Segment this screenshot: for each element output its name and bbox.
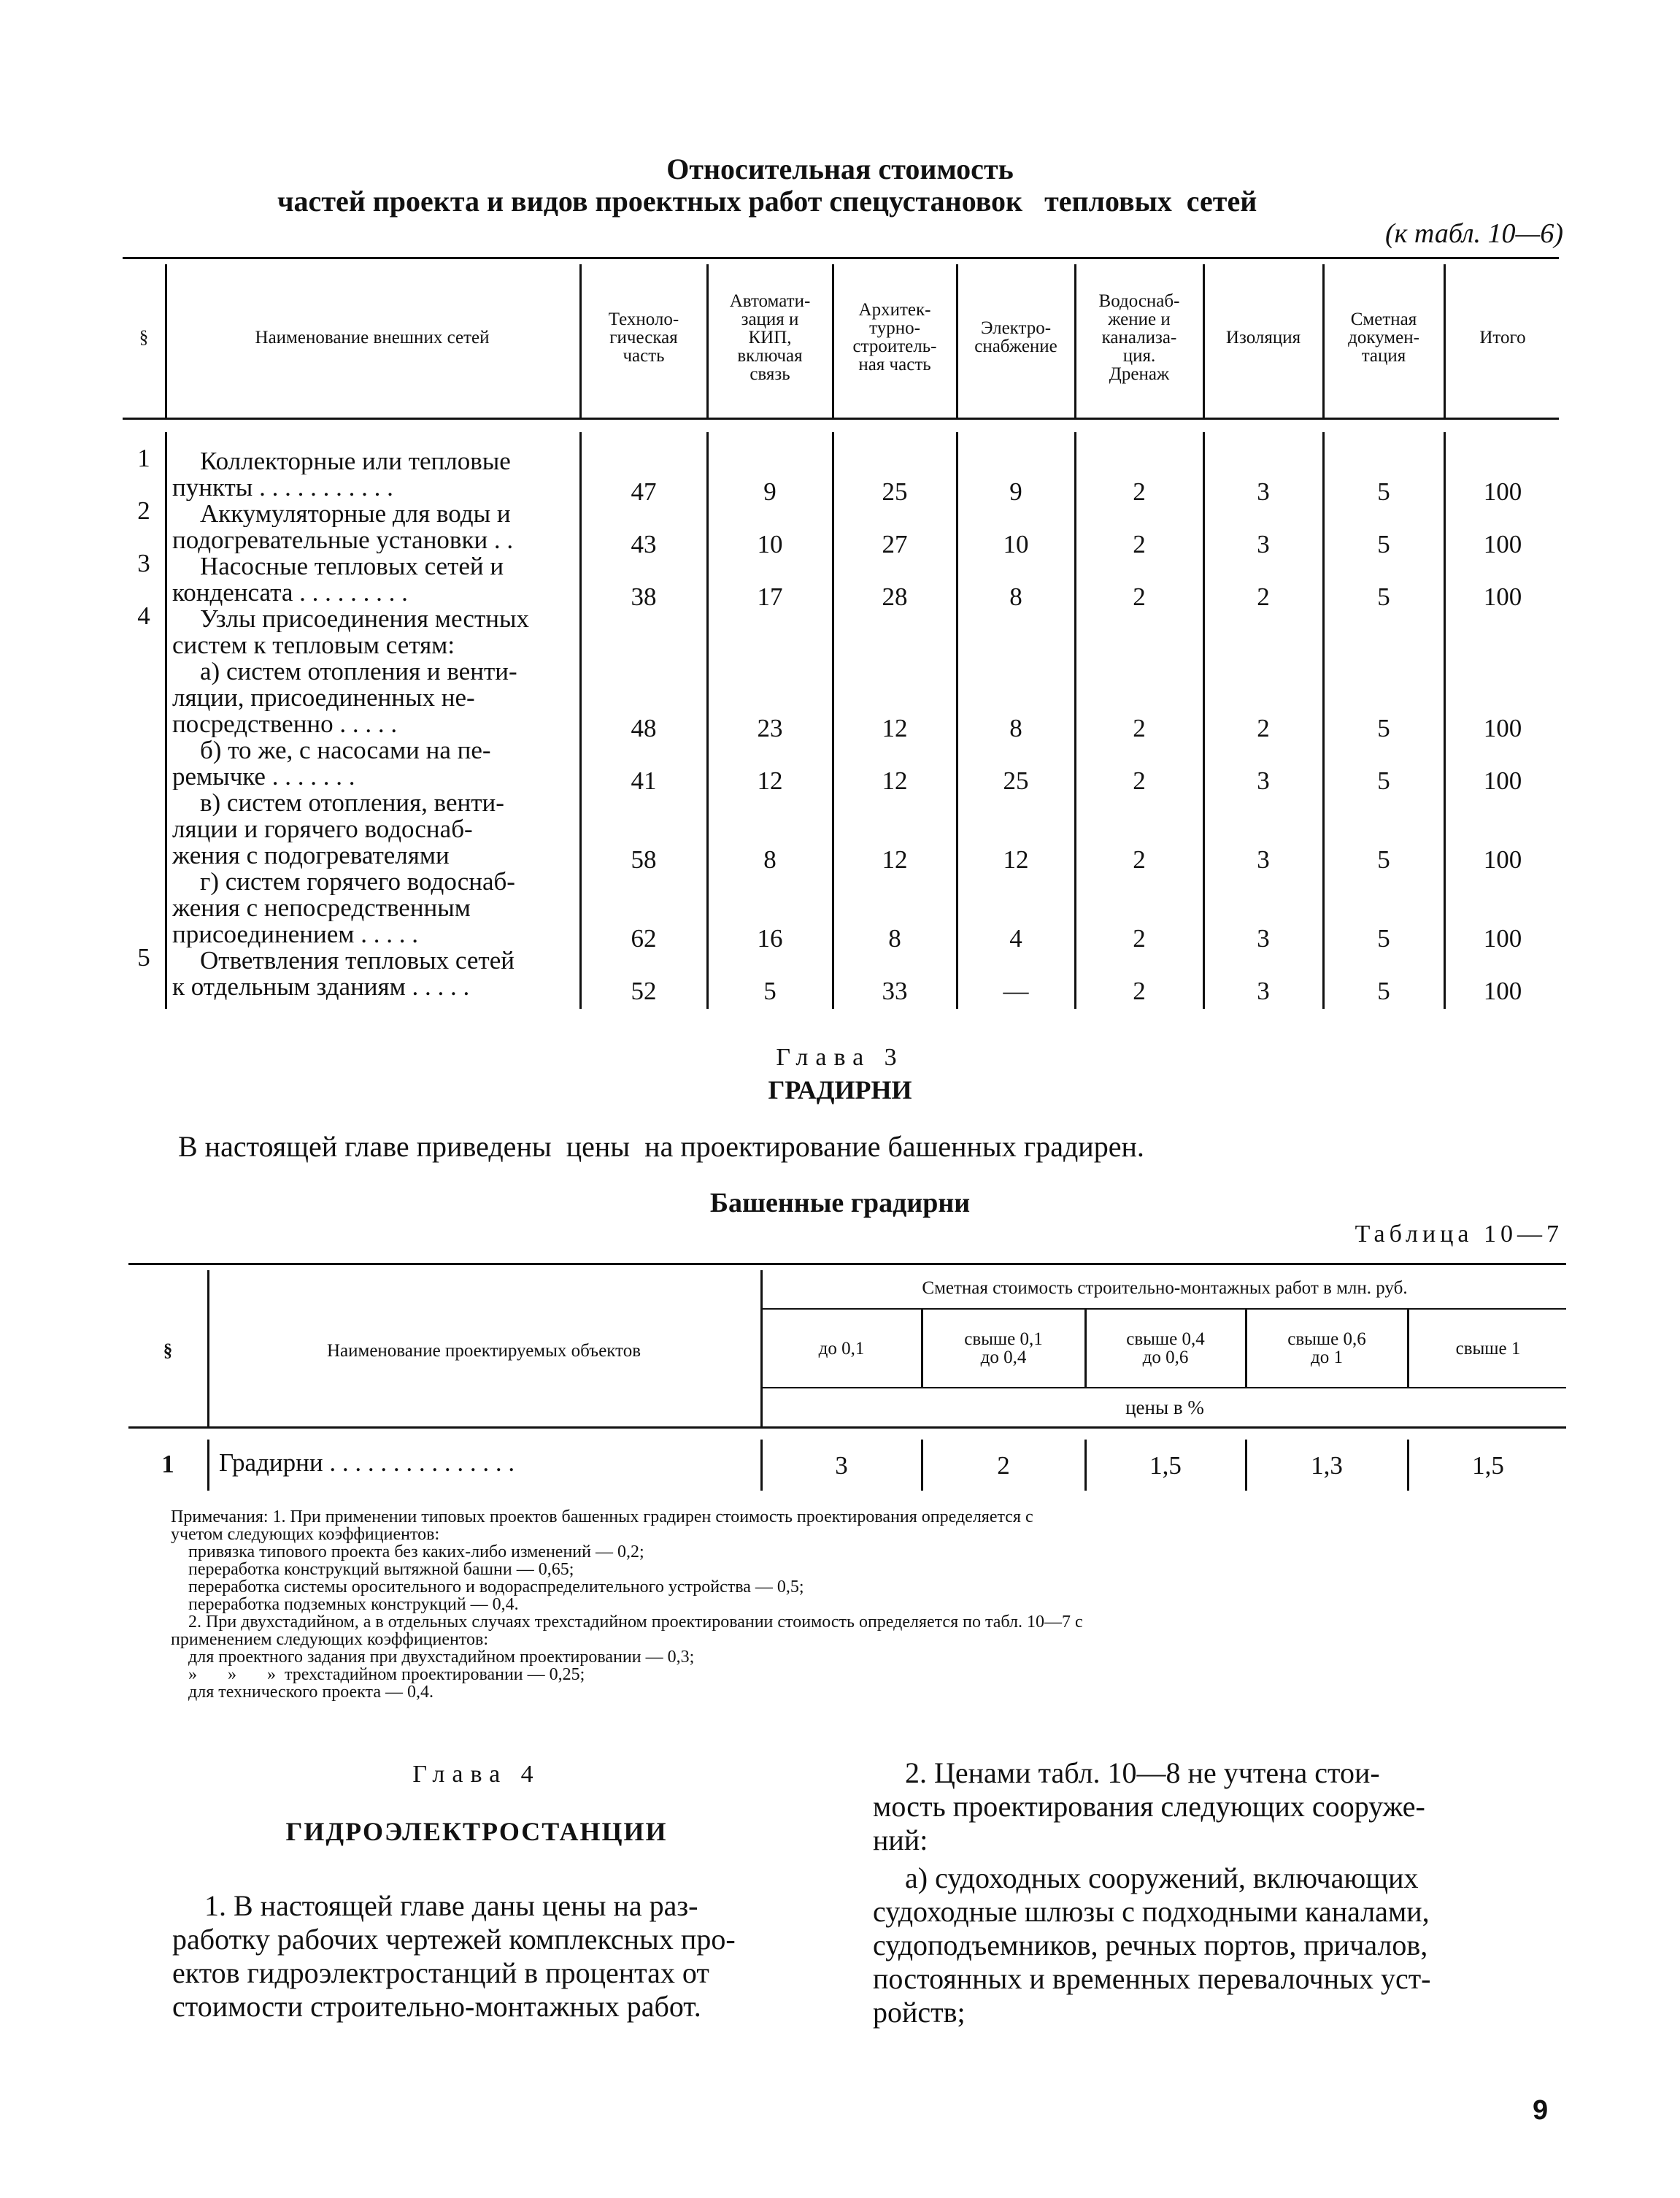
table1-vline (706, 264, 709, 418)
table1-cell: 2 (1133, 714, 1146, 742)
table1-cell: 100 (1483, 766, 1522, 795)
table1-subtitle: частей проекта и видов проектных работ спецустановок тепловых сетей (277, 185, 1257, 218)
chapter4-title: ГИДРОЭЛЕКТРОСТАНЦИИ (285, 1817, 668, 1846)
table1-head-line: Дренаж (1109, 364, 1170, 384)
table1-cell: 8 (888, 924, 901, 953)
table1-header-rule (123, 418, 1559, 420)
table1-cell: 62 (631, 924, 657, 953)
table1-cell: 9 (763, 477, 777, 506)
table2-vline (760, 1440, 763, 1491)
paragraph-line: стоимости строительно-монтажных работ. (172, 1990, 701, 2023)
table2-head-line: до 0,4 (980, 1348, 1027, 1367)
table1-row-name (172, 869, 578, 948)
table1-head-total (1446, 328, 1559, 347)
table1-cell: 2 (1133, 977, 1146, 1005)
table1-cell: 100 (1483, 924, 1522, 953)
table1-vline (1203, 432, 1205, 1009)
table2-head-line: до 0,1 (818, 1338, 865, 1359)
table2-row-val: 1,5 (1472, 1451, 1504, 1480)
table1-vline (1444, 432, 1446, 1009)
table2-row-name: Градирни . . . . . . . . . . . . . . . (219, 1448, 515, 1477)
table1-head-line: зация и (741, 309, 799, 329)
note-line: 2. При двухстадийном, а в отдельных случаях трехстадийном проектировании стоимость определяется по табл. 10—7 с (171, 1613, 1083, 1632)
table1-cell: 100 (1483, 530, 1522, 558)
table1-ref: (к табл. 10—6) (1384, 218, 1563, 249)
table1-row-name-line: Насосные тепловых сетей и (200, 553, 504, 580)
note-line: » » » трехстадийном проектировании — 0,25; (171, 1665, 585, 1684)
table2-vline (1084, 1440, 1087, 1491)
table1-row-name-line: ляции, присоединенных не- (172, 685, 475, 711)
table1-head-tech (582, 310, 705, 365)
table1-cell: 10 (757, 530, 783, 558)
table2-head-group: Сметная стоимость строительно-монтажных работ в млн. руб. (922, 1278, 1408, 1298)
table1-head-line: Водоснаб- (1098, 291, 1180, 311)
table1-cell: 5 (1377, 477, 1390, 506)
table1-cell: 3 (1257, 530, 1270, 558)
table1-head-line: ция. (1122, 345, 1156, 366)
note-line: для проектного задания при двухстадийном проектировании — 0,3; (171, 1648, 695, 1667)
table2-head-col1 (763, 1340, 920, 1358)
table2-row-n: 1 (161, 1450, 174, 1478)
table2-head-col2 (924, 1330, 1083, 1367)
table2-head-line: свыше 0,6 (1287, 1329, 1366, 1349)
table2-row-val: 1,5 (1149, 1451, 1182, 1480)
table1-head-line: Изоляция (1225, 327, 1301, 347)
table2-vline (207, 1270, 209, 1426)
table1-cell: 100 (1483, 977, 1522, 1005)
table1-row-name-line: Ответвления тепловых сетей (200, 948, 515, 974)
table2-vline (921, 1440, 923, 1491)
table1-head-water (1077, 292, 1201, 383)
table1 (123, 257, 1559, 1009)
table1-row-name (172, 606, 578, 658)
table1-head-line: турно- (869, 318, 920, 338)
table2-group-rule (760, 1308, 1566, 1310)
table1-vline (956, 264, 958, 418)
table1-row-name (172, 737, 578, 790)
paragraph-line: работку рабочих чертежей комплексных про- (172, 1923, 736, 1956)
table1-cell: 2 (1257, 714, 1270, 742)
note-line: Примечания: 1. При применении типовых проектов башенных градирен стоимость проектирования определяется с (171, 1507, 1033, 1526)
table1-head-line: гическая (609, 327, 678, 347)
table2-row-val: 1,3 (1311, 1451, 1343, 1480)
table2-vline (1407, 1440, 1409, 1491)
table1-cell: 2 (1133, 583, 1146, 611)
table1-cell: 3 (1257, 766, 1270, 795)
table1-row-name-line: ляции и горячего водоснаб- (172, 816, 473, 842)
table1-vline (1444, 264, 1446, 418)
table2-vline (921, 1310, 923, 1387)
chapter4-label: Глава 4 (412, 1761, 541, 1788)
table1-head-estimate (1325, 310, 1442, 365)
table1-head-line: КИП, (748, 327, 792, 347)
table1-head-line: включая (737, 345, 803, 366)
table1-cell: 8 (1009, 714, 1022, 742)
table1-head-line: жение и (1108, 309, 1171, 329)
table1-cell: 5 (1377, 845, 1390, 874)
table1-row-name (172, 948, 578, 1000)
table2-head-line: до 1 (1311, 1348, 1343, 1367)
table1-cell: 48 (631, 714, 657, 742)
table1-cell: 5 (1377, 714, 1390, 742)
table1-cell: 3 (1257, 845, 1270, 874)
table1-row-name-line: Аккумуляторные для воды и (200, 501, 511, 527)
table2-head-col3 (1087, 1330, 1244, 1367)
table1-cell: 5 (1377, 583, 1390, 611)
table1-cell: 43 (631, 530, 657, 558)
table1-vline (1322, 432, 1325, 1009)
table1-vline (165, 264, 167, 418)
table1-vline (832, 432, 834, 1009)
table2-head-name: Наименование проектируемых объектов (326, 1341, 641, 1361)
table1-row-name-line: посредственно . . . . . (172, 711, 398, 737)
table2 (128, 1263, 1566, 1496)
table1-vline (579, 264, 582, 418)
table1-row-name-line: жения с непосредственным (172, 895, 471, 921)
table1-cell: 2 (1257, 583, 1270, 611)
table1-vline (956, 432, 958, 1009)
table1-row-number: 1 (137, 444, 150, 472)
chapter4-paragraph-2 (873, 1756, 1573, 1857)
table1-head-line: снабжение (974, 337, 1057, 356)
table1-head-line: Автомати- (729, 291, 811, 311)
note-line: учетом следующих коэффициентов: (171, 1525, 440, 1544)
table1-head-line: Итого (1479, 327, 1526, 347)
table1-cell: 5 (763, 977, 777, 1005)
chapter3-title: ГРАДИРНИ (768, 1075, 912, 1104)
table1-cell: 27 (882, 530, 908, 558)
table1-head-line: часть (623, 345, 665, 366)
table2-vline (1245, 1440, 1247, 1491)
table1-head-line: Сметная (1350, 309, 1417, 329)
table1-cell: 52 (631, 977, 657, 1005)
table1-top-rule (123, 257, 1559, 259)
table1-head-line: Электро- (980, 318, 1052, 338)
table1-cell: 12 (882, 845, 908, 874)
table1-row-name-line: присоединением . . . . . (172, 921, 418, 948)
chapter3-intro: В настоящей главе приведены цены на проектирование башенных градирен. (178, 1130, 1144, 1163)
table1-row-name-line: а) систем отопления и венти- (200, 658, 517, 685)
chapter4-paragraph-3 (873, 1861, 1573, 2029)
table1-cell: 12 (882, 714, 908, 742)
note-line: привязка типового проекта без каких-либо изменений — 0,2; (171, 1542, 644, 1561)
table1-cell: 12 (1003, 845, 1029, 874)
table1-cell: 47 (631, 477, 657, 506)
chapter3-label: Глава 3 (776, 1044, 904, 1071)
table1-cell: 12 (757, 766, 783, 795)
table1-cell: 17 (757, 583, 783, 611)
table1-vline (1322, 264, 1325, 418)
table1-cell: 25 (882, 477, 908, 506)
table2-vline (1084, 1310, 1087, 1387)
table1-cell: 41 (631, 766, 657, 795)
table2-vline (1407, 1310, 1409, 1387)
table1-cell: 2 (1133, 845, 1146, 874)
note-line: для технического проекта — 0,4. (171, 1683, 434, 1702)
table2-row-val: 2 (997, 1451, 1010, 1480)
table1-cell: 3 (1257, 477, 1270, 506)
table1-row-name (172, 448, 578, 501)
table2-head-n: § (163, 1341, 173, 1361)
table1-row-name-line: подогревательные установки . . (172, 527, 514, 553)
table1-vline (706, 432, 709, 1009)
table2-header-rule (128, 1426, 1566, 1429)
table2-head-prices: цены в % (1125, 1396, 1204, 1418)
paragraph-line: 1. В настоящей главе даны цены на раз- (204, 1889, 698, 1922)
table1-head-line: докумен- (1348, 327, 1419, 347)
table1-cell: 100 (1483, 583, 1522, 611)
note-line: переработка системы оросительного и водораспределительного устройства — 0,5; (171, 1578, 804, 1596)
table2-head-line: до 0,6 (1142, 1348, 1189, 1367)
table1-cell: 2 (1133, 477, 1146, 506)
note-line: переработка подземных конструкций — 0,4. (171, 1595, 519, 1614)
table1-cell: 100 (1483, 845, 1522, 874)
table2-label: Таблица 10—7 (1355, 1221, 1563, 1248)
paragraph-line: ектов гидроэлектростанций в процентах от (172, 1956, 709, 1989)
table2-head-col4 (1248, 1330, 1406, 1367)
paragraph-line: судоходные шлюзы с подходными каналами, (873, 1895, 1430, 1928)
table1-row-name-line: Коллекторные или тепловые (200, 448, 511, 474)
table1-row-number: 3 (137, 549, 150, 577)
paragraph-line: 2. Ценами табл. 10—8 не учтена стои- (905, 1756, 1380, 1789)
table1-head-line: канализа- (1101, 327, 1177, 347)
table2-row-val: 3 (835, 1451, 848, 1480)
table1-head-line: связь (750, 364, 790, 384)
table1-head-name: Наименование внешних сетей (255, 328, 490, 347)
table1-row-name-line: ремычке . . . . . . . (172, 764, 355, 790)
chapter4-paragraph-1 (172, 1889, 829, 2024)
table1-vline (832, 264, 834, 418)
table1-head-line: Архитек- (858, 300, 931, 320)
table1-cell: 5 (1377, 766, 1390, 795)
table1-head-insulation (1206, 328, 1321, 347)
table2-vline (207, 1440, 209, 1491)
table1-cell: 28 (882, 583, 908, 611)
table1-cell: 5 (1377, 977, 1390, 1005)
table1-row-name (172, 553, 578, 606)
table1-row-name-line: систем к тепловым сетям: (172, 632, 455, 658)
table1-cell: 10 (1003, 530, 1029, 558)
chapter3-subtitle: Башенные градирни (709, 1188, 971, 1218)
table2-top-rule (128, 1263, 1566, 1265)
table1-row-name-line: в) систем отопления, венти- (200, 790, 504, 816)
table1-vline (1203, 264, 1205, 418)
table1-cell: 5 (1377, 924, 1390, 953)
table1-head-line: тация (1361, 345, 1406, 366)
table1-row-number: 4 (137, 602, 150, 630)
table1-cell: 3 (1257, 924, 1270, 953)
table1-row-name-line: к отдельным зданиям . . . . . (172, 974, 470, 1000)
table1-row-name-line: Узлы присоединения местных (200, 606, 530, 632)
table1-row-number: 5 (137, 943, 150, 972)
table1-cell: 33 (882, 977, 908, 1005)
note-line: переработка конструкций вытяжной башни — 0,65; (171, 1560, 574, 1579)
table1-cell: 12 (882, 766, 908, 795)
table1-head-architecture (835, 301, 955, 374)
table1-vline (1074, 264, 1076, 418)
table1-cell: 3 (1257, 977, 1270, 1005)
table1-vline (1074, 432, 1076, 1009)
paragraph-line: а) судоходных сооружений, включающих (905, 1861, 1419, 1894)
table1-row-name-line: конденсата . . . . . . . . . (172, 580, 408, 606)
table2-vline (1245, 1310, 1247, 1387)
table1-cell: 9 (1009, 477, 1022, 506)
paragraph-line: судоподъемников, речных портов, причалов, (873, 1929, 1428, 1961)
table1-cell: 100 (1483, 714, 1522, 742)
table1-head-automation (709, 292, 831, 383)
table2-prices-rule (760, 1387, 1566, 1388)
table2-vline (760, 1270, 763, 1426)
paragraph-line: мость проектирования следующих сооруже- (873, 1790, 1425, 1823)
page-number: 9 (1533, 2095, 1549, 2126)
table1-vline (579, 432, 582, 1009)
table1-cell: 100 (1483, 477, 1522, 506)
table1-vline (165, 432, 167, 1009)
table1-row-name-line: пункты . . . . . . . . . . . (172, 474, 393, 501)
table2-head-col5 (1410, 1340, 1566, 1358)
table1-row-name (172, 501, 578, 553)
note-line: применением следующих коэффициентов: (171, 1630, 489, 1649)
table1-head-line: Техноло- (608, 309, 679, 329)
paragraph-line: ний: (873, 1824, 928, 1856)
table1-head-electric (959, 319, 1073, 356)
paragraph-line: постоянных и временных перевалочных уст- (873, 1962, 1431, 1995)
table2-head-line: свыше 1 (1455, 1338, 1521, 1359)
table1-row-name-line: жения с подогревателями (172, 842, 450, 869)
table1-cell: 8 (763, 845, 777, 874)
table1-cell: 16 (757, 924, 783, 953)
table1-head-n: § (139, 328, 149, 347)
table1-cell: 5 (1377, 530, 1390, 558)
table1-row-name (172, 658, 578, 737)
table1-row-name (172, 790, 578, 869)
table1-row-number: 2 (137, 496, 150, 525)
table1-cell: 4 (1009, 924, 1022, 953)
table1-cell: 2 (1133, 766, 1146, 795)
table1-head-line: строитель- (852, 337, 937, 356)
table1-cell: 2 (1133, 924, 1146, 953)
table1-cell: 2 (1133, 530, 1146, 558)
table2-notes (171, 1508, 1572, 1701)
table1-title: Относительная стоимость (666, 153, 1014, 185)
table1-cell: 25 (1003, 766, 1029, 795)
table1-cell: 8 (1009, 583, 1022, 611)
table1-cell: — (1003, 977, 1029, 1005)
table2-head-line: свыше 0,4 (1126, 1329, 1205, 1349)
table1-row-name-line: б) то же, с насосами на пе- (200, 737, 491, 764)
table1-row-name-line: г) систем горячего водоснаб- (200, 869, 515, 895)
paragraph-line: ройств; (873, 1996, 966, 2029)
table1-cell: 23 (757, 714, 783, 742)
table2-head-line: свыше 0,1 (964, 1329, 1043, 1349)
table1-cell: 58 (631, 845, 657, 874)
table1-cell: 38 (631, 583, 657, 611)
table1-head-line: ная часть (858, 355, 931, 374)
